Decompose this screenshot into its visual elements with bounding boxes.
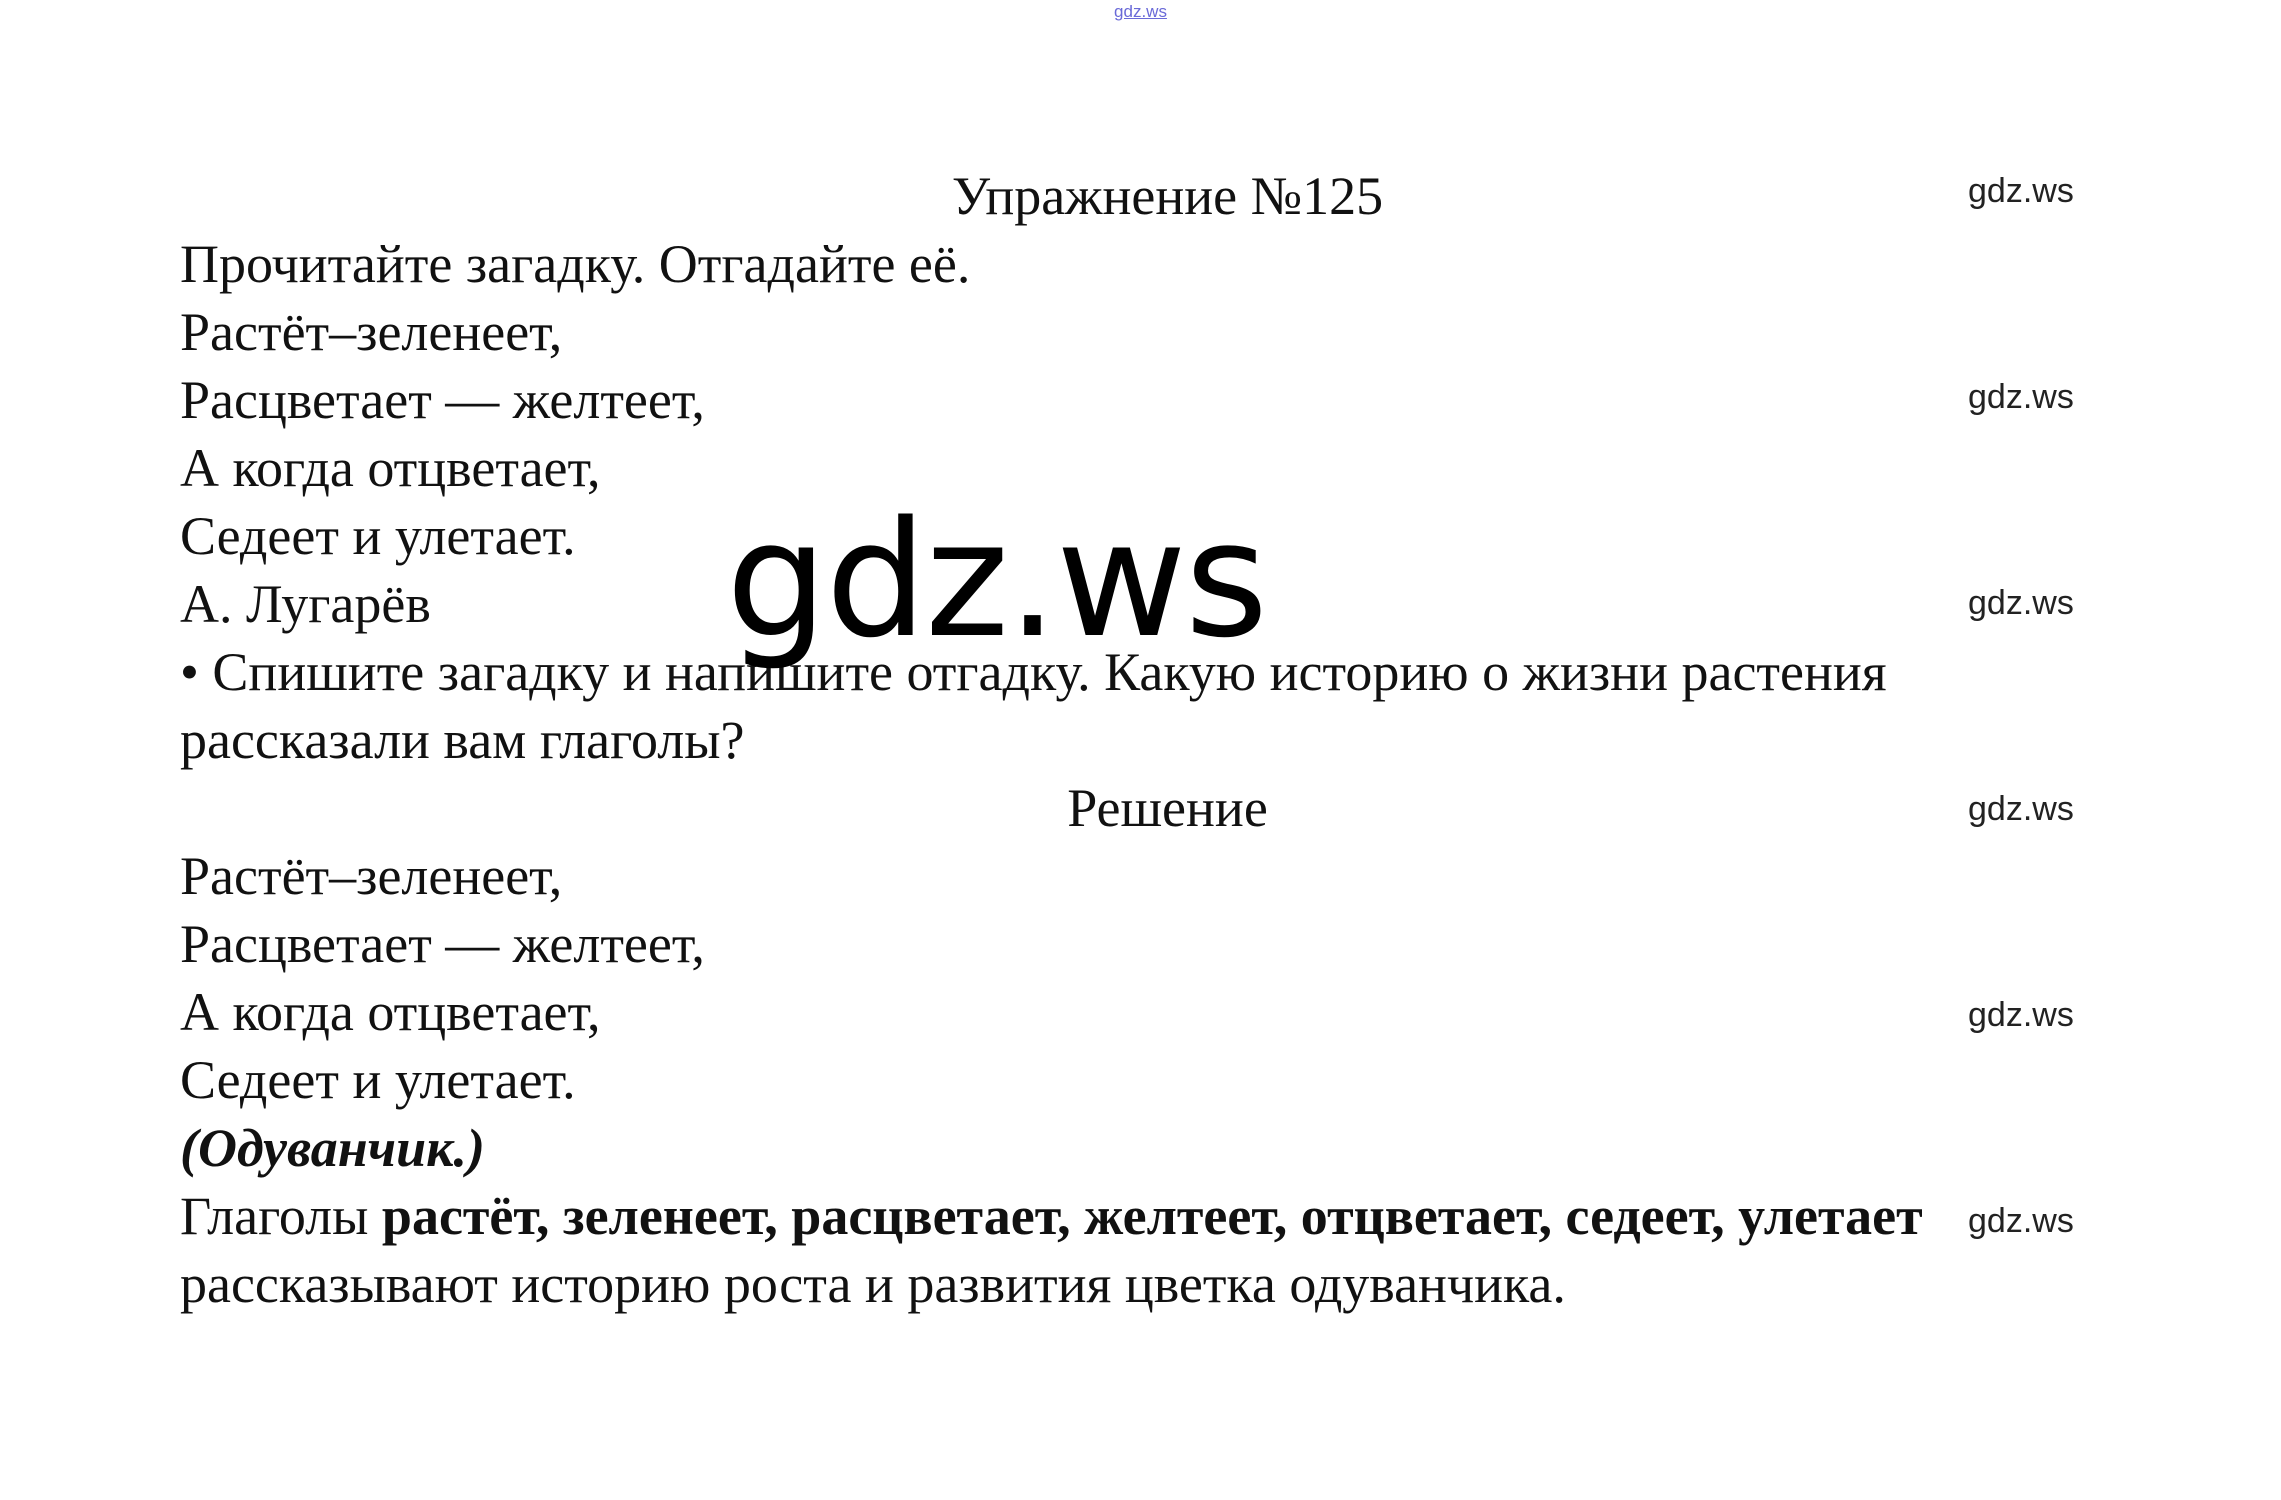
watermark-large: gdz.ws	[726, 486, 1267, 673]
task-question: • Спишите загадку и напишите отгадку. Какую историю о жизни растения рассказали вам глаголы?	[180, 642, 1887, 770]
poem-line: А когда отцветает,	[180, 438, 601, 498]
poem-author: А. Лугарёв	[180, 574, 431, 634]
poem-line: Растёт–зеленеет,	[180, 302, 563, 362]
margin-watermark: gdz.ws	[1968, 584, 2074, 622]
header-watermark: gdz.ws	[1114, 2, 1167, 21]
poem-line: Седеет и улетает.	[180, 506, 576, 566]
margin-watermark: gdz.ws	[1968, 996, 2074, 1034]
poem-line: Расцветает — желтеет,	[180, 370, 705, 430]
document-body	[180, 162, 2100, 1318]
task-intro: Прочитайте загадку. Отгадайте её.	[180, 234, 971, 294]
explanation-prefix: Глаголы	[180, 1186, 382, 1246]
exercise-title: Упражнение №125	[951, 166, 1384, 226]
solution-heading: Решение	[1067, 778, 1268, 838]
margin-watermark: gdz.ws	[1968, 172, 2074, 210]
margin-watermark: gdz.ws	[1968, 378, 2074, 416]
solution-poem-line: А когда отцветает,	[180, 982, 601, 1042]
explanation-suffix: рассказывают историю роста и развития цветка одуванчика.	[180, 1254, 1566, 1314]
solution-explanation	[180, 1182, 2100, 1318]
solution-poem-line: Седеет и улетает.	[180, 1050, 576, 1110]
margin-watermark: gdz.ws	[1968, 1202, 2074, 1240]
solution-poem-line: Растёт–зеленеет,	[180, 846, 563, 906]
solution-poem-line: Расцветает — желтеет,	[180, 914, 705, 974]
margin-watermark: gdz.ws	[1968, 790, 2074, 828]
explanation-verbs: растёт, зеленеет, расцветает, желтеет, отцветает, седеет, улетает	[381, 1186, 1923, 1246]
riddle-answer: (Одуванчик.)	[180, 1118, 485, 1178]
